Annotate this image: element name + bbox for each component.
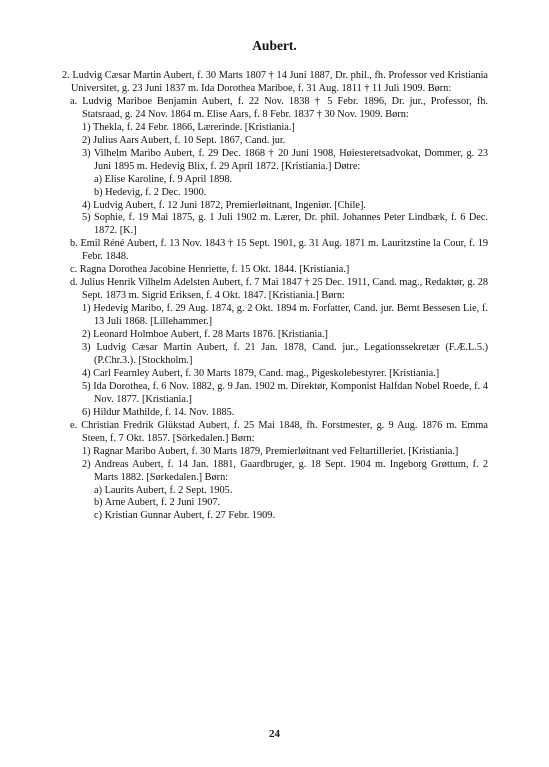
page-title: Aubert. xyxy=(252,38,297,53)
entry-11: d. Julius Henrik Vilhelm Adelsten Aubert, f. 7 Mai 1847 † 25 Dec. 1911, Cand. mag., Redaktør, g. 28 Sept. 1873 m. Sigrid Eriksen, f. 4 Okt. 1847. [Kristiania.] Børn: xyxy=(70,277,488,302)
entry-19: 1) Ragnar Maribo Aubert, f. 30 Marts 1879, Premierløitnant ved Feltartilleriet. [Kristiania.] xyxy=(82,445,459,457)
entry-15: 4) Carl Fearnley Aubert, f. 30 Marts 1879, Cand. mag., Pigeskolebestyrer. [Kristiania.] xyxy=(82,367,440,379)
entry-17: 6) Hildur Mathilde, f. 14. Nov. 1885. xyxy=(82,406,235,418)
page-number: 24 xyxy=(269,728,280,740)
entry-16: 5) Ida Dorothea, f. 6 Nov. 1882, g. 9 Jan. 1902 m. Direktør, Komponist Halfdan Nobel Roede, f. 4 Nov. 1877. [Kristiania.] xyxy=(82,380,488,405)
entry-13: 2) Leonard Holmboe Aubert, f. 28 Marts 1876. [Kristiania.] xyxy=(82,329,328,341)
entry-14: 3) Ludvig Cæsar Martin Aubert, f. 21 Jan. 1878, Cand. jur., Legationssekretær (F.Æ.L.5.) (P.Chr.3.). [Stockholm.] xyxy=(82,342,488,366)
entry-21: a) Laurits Aubert, f. 2 Sept. 1905. xyxy=(94,484,233,496)
entry-2: 1) Thekla, f. 24 Febr. 1866, Lærerinde. [Kristiania.] xyxy=(82,121,295,133)
entry-6: b) Hedevig, f. 2 Dec. 1900. xyxy=(94,186,207,198)
entry-3: 2) Julius Aars Aubert, f. 10 Sept. 1867, Cand. jur. xyxy=(82,134,286,146)
entry-18: e. Christian Fredrik Glükstad Aubert, f. 25 Mai 1848, fh. Forstmester, g. 9 Aug. 1876 m. Emma Steen, f. 7 Okt. 1857. [Sörkedalen.] Børn: xyxy=(70,419,488,444)
entry-23: c) Kristian Gunnar Aubert, f. 27 Febr. 1909. xyxy=(94,510,276,522)
entry-12: 1) Hedevig Maribo, f. 29 Aug. 1874, g. 2 Okt. 1894 m. Forfatter, Cand. jur. Bernt Bessesen Lie, f. 13 Juli 1868. [Lillehammer.] xyxy=(82,303,488,328)
entry-4: 3) Vilhelm Maribo Aubert, f. 29 Dec. 1868 † 20 Juni 1908, Høiesteretsadvokat, Dommer, g. 23 Juni 1895 m. Hedevig Blix, f. 29 April 1872. [Kristiania.] Døtre: xyxy=(82,147,488,172)
entry-7: 4) Ludvig Aubert, f. 12 Juni 1872, Premierløitnant, Ingeniør. [Chile]. xyxy=(82,199,366,211)
genealogy-text xyxy=(62,70,488,523)
entry-1: a. Ludvig Mariboe Benjamin Aubert, f. 22 Nov. 1838 † 5 Febr. 1896, Dr. jur., Professor, fh. Statsraad, g. 24 Nov. 1864 m. Elise Aars, f. 8 Febr. 1837 † 30 Nov. 1909. Børn: xyxy=(70,95,488,120)
entry-22: b) Arne Aubert, f. 2 Juni 1907. xyxy=(94,497,221,509)
entry-9: b. Emil Réné Aubert, f. 13 Nov. 1843 † 15 Sept. 1901, g. 31 Aug. 1871 m. Lauritzstine la Cour, f. 19 Febr. 1848. xyxy=(70,238,488,263)
entry-8: 5) Sophie, f. 19 Mai 1875, g. 1 Juli 1902 m. Lærer, Dr. phil. Johannes Peter Lindbæk, f. 6 Dec. 1872. [K.] xyxy=(82,212,488,237)
entry-20: 2) Andreas Aubert, f. 14 Jan. 1881, Gaardbruger, g. 18 Sept. 1904 m. Ingeborg Grøttum, f. 2 Marts 1882. [Sørkedalen.] Børn: xyxy=(82,458,488,483)
entry-10: c. Ragna Dorothea Jacobine Henriette, f. 15 Okt. 1844. [Kristiania.] xyxy=(70,264,350,276)
entry-0: 2. Ludvig Cæsar Martin Aubert, f. 30 Marts 1807 † 14 Juni 1887, Dr. phil., fh. Professor ved Kristiania Universitet, g. 23 Juni 1837 m. Ida Dorothea Mariboe, f. 31 Aug. 1811 † 11 Juli 1909. Børn: xyxy=(62,70,488,94)
entry-5: a) Elise Karoline, f. 9 April 1898. xyxy=(94,173,233,185)
